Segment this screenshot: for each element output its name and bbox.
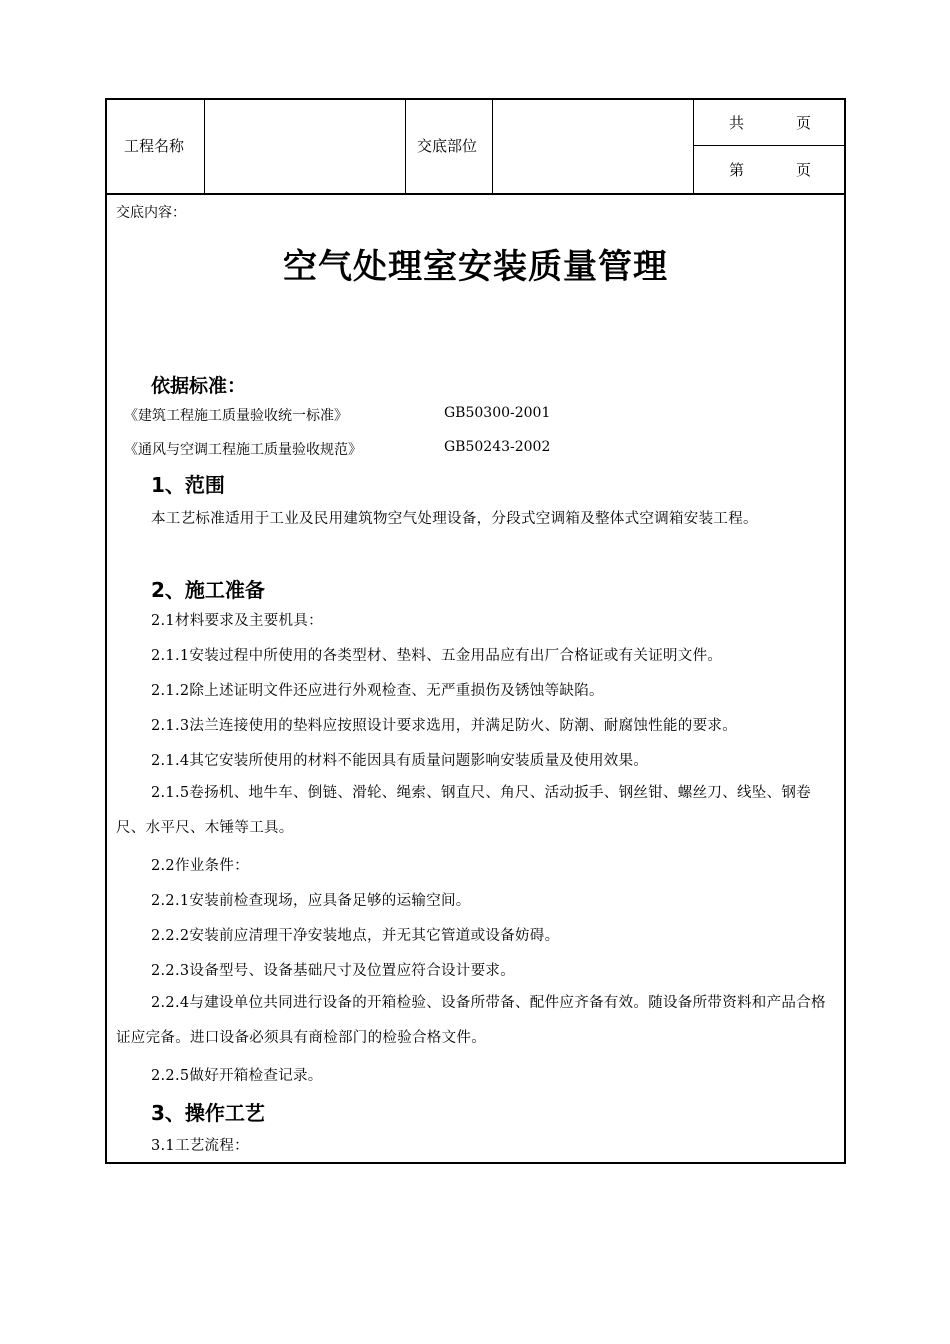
paragraph: 2.2.1安装前检查现场，应具备足够的运输空间。	[151, 893, 471, 909]
standard-name: 《通风与空调工程施工质量验收规范》	[124, 442, 362, 458]
standard-code: GB50243-2002	[444, 439, 551, 455]
paragraph: 2.2.3设备型号、设备基础尺寸及位置应符合设计要求。	[151, 963, 515, 979]
divider	[693, 100, 694, 193]
location-label: 交底部位	[417, 137, 478, 155]
total-pages-label: 共	[729, 114, 745, 132]
paragraph: 2.1.1安装过程中所使用的各类型材、垫料、五金用品应有出厂合格证或有关证明文件。	[151, 648, 723, 664]
divider	[492, 100, 493, 193]
total-pages-unit: 页	[796, 114, 812, 132]
paragraph: 本工艺标准适用于工业及民用建筑物空气处理设备，分段式空调箱及整体式空调箱安装工程。	[151, 511, 758, 527]
project-name-label: 工程名称	[124, 137, 185, 155]
section-heading: 3、操作工艺	[151, 1101, 265, 1125]
paragraph: 2.1.2除上述证明文件还应进行外观检查、无严重损伤及锈蚀等缺陷。	[151, 683, 604, 699]
page-no-label: 第	[729, 161, 745, 179]
standard-name: 《建筑工程施工质量验收统一标准》	[124, 408, 348, 424]
paragraph: 2.2.2安装前应清理干净安装地点，并无其它管道或设备妨碍。	[151, 928, 560, 944]
paragraph: 2.1.5卷扬机、地牛车、倒链、滑轮、绳索、钢直尺、角尺、活动扳手、钢丝钳、螺丝刀、线坠、钢卷尺、水平尺、木锤等工具。	[116, 785, 811, 836]
divider	[693, 145, 844, 146]
form-header	[107, 100, 844, 195]
page-no-unit: 页	[796, 161, 812, 179]
paragraph: 2.2.4与建设单位共同进行设备的开箱检验、设备所带备、配件应齐备有效。随设备所带资料和产品合格证应完备。进口设备必须具有商检部门的检验合格文件。	[116, 995, 826, 1046]
paragraph: 2.1.4其它安装所使用的材料不能因具有质量问题影响安装质量及使用效果。	[151, 753, 649, 769]
paragraph: 2.2作业条件：	[151, 858, 249, 874]
paragraph: 2.1.3法兰连接使用的垫料应按照设计要求选用，并满足防火、防潮、耐腐蚀性能的要求。	[151, 718, 737, 734]
paragraph: 2.1材料要求及主要机具：	[151, 613, 323, 629]
standard-item	[124, 439, 551, 459]
divider	[204, 100, 205, 193]
intro-label: 交底内容：	[116, 205, 186, 221]
divider	[405, 100, 406, 193]
standard-item	[124, 405, 551, 425]
basis-heading: 依据标准：	[151, 375, 247, 397]
document-title: 空气处理室安装质量管理	[283, 247, 668, 287]
disclosure-form	[105, 98, 846, 1164]
section-heading: 2、施工准备	[151, 578, 265, 602]
section-heading: 1、范围	[151, 473, 225, 497]
standard-code: GB50300-2001	[444, 405, 551, 421]
paragraph: 3.1工艺流程：	[151, 1138, 249, 1154]
paragraph: 2.2.5做好开箱检查记录。	[151, 1068, 323, 1084]
